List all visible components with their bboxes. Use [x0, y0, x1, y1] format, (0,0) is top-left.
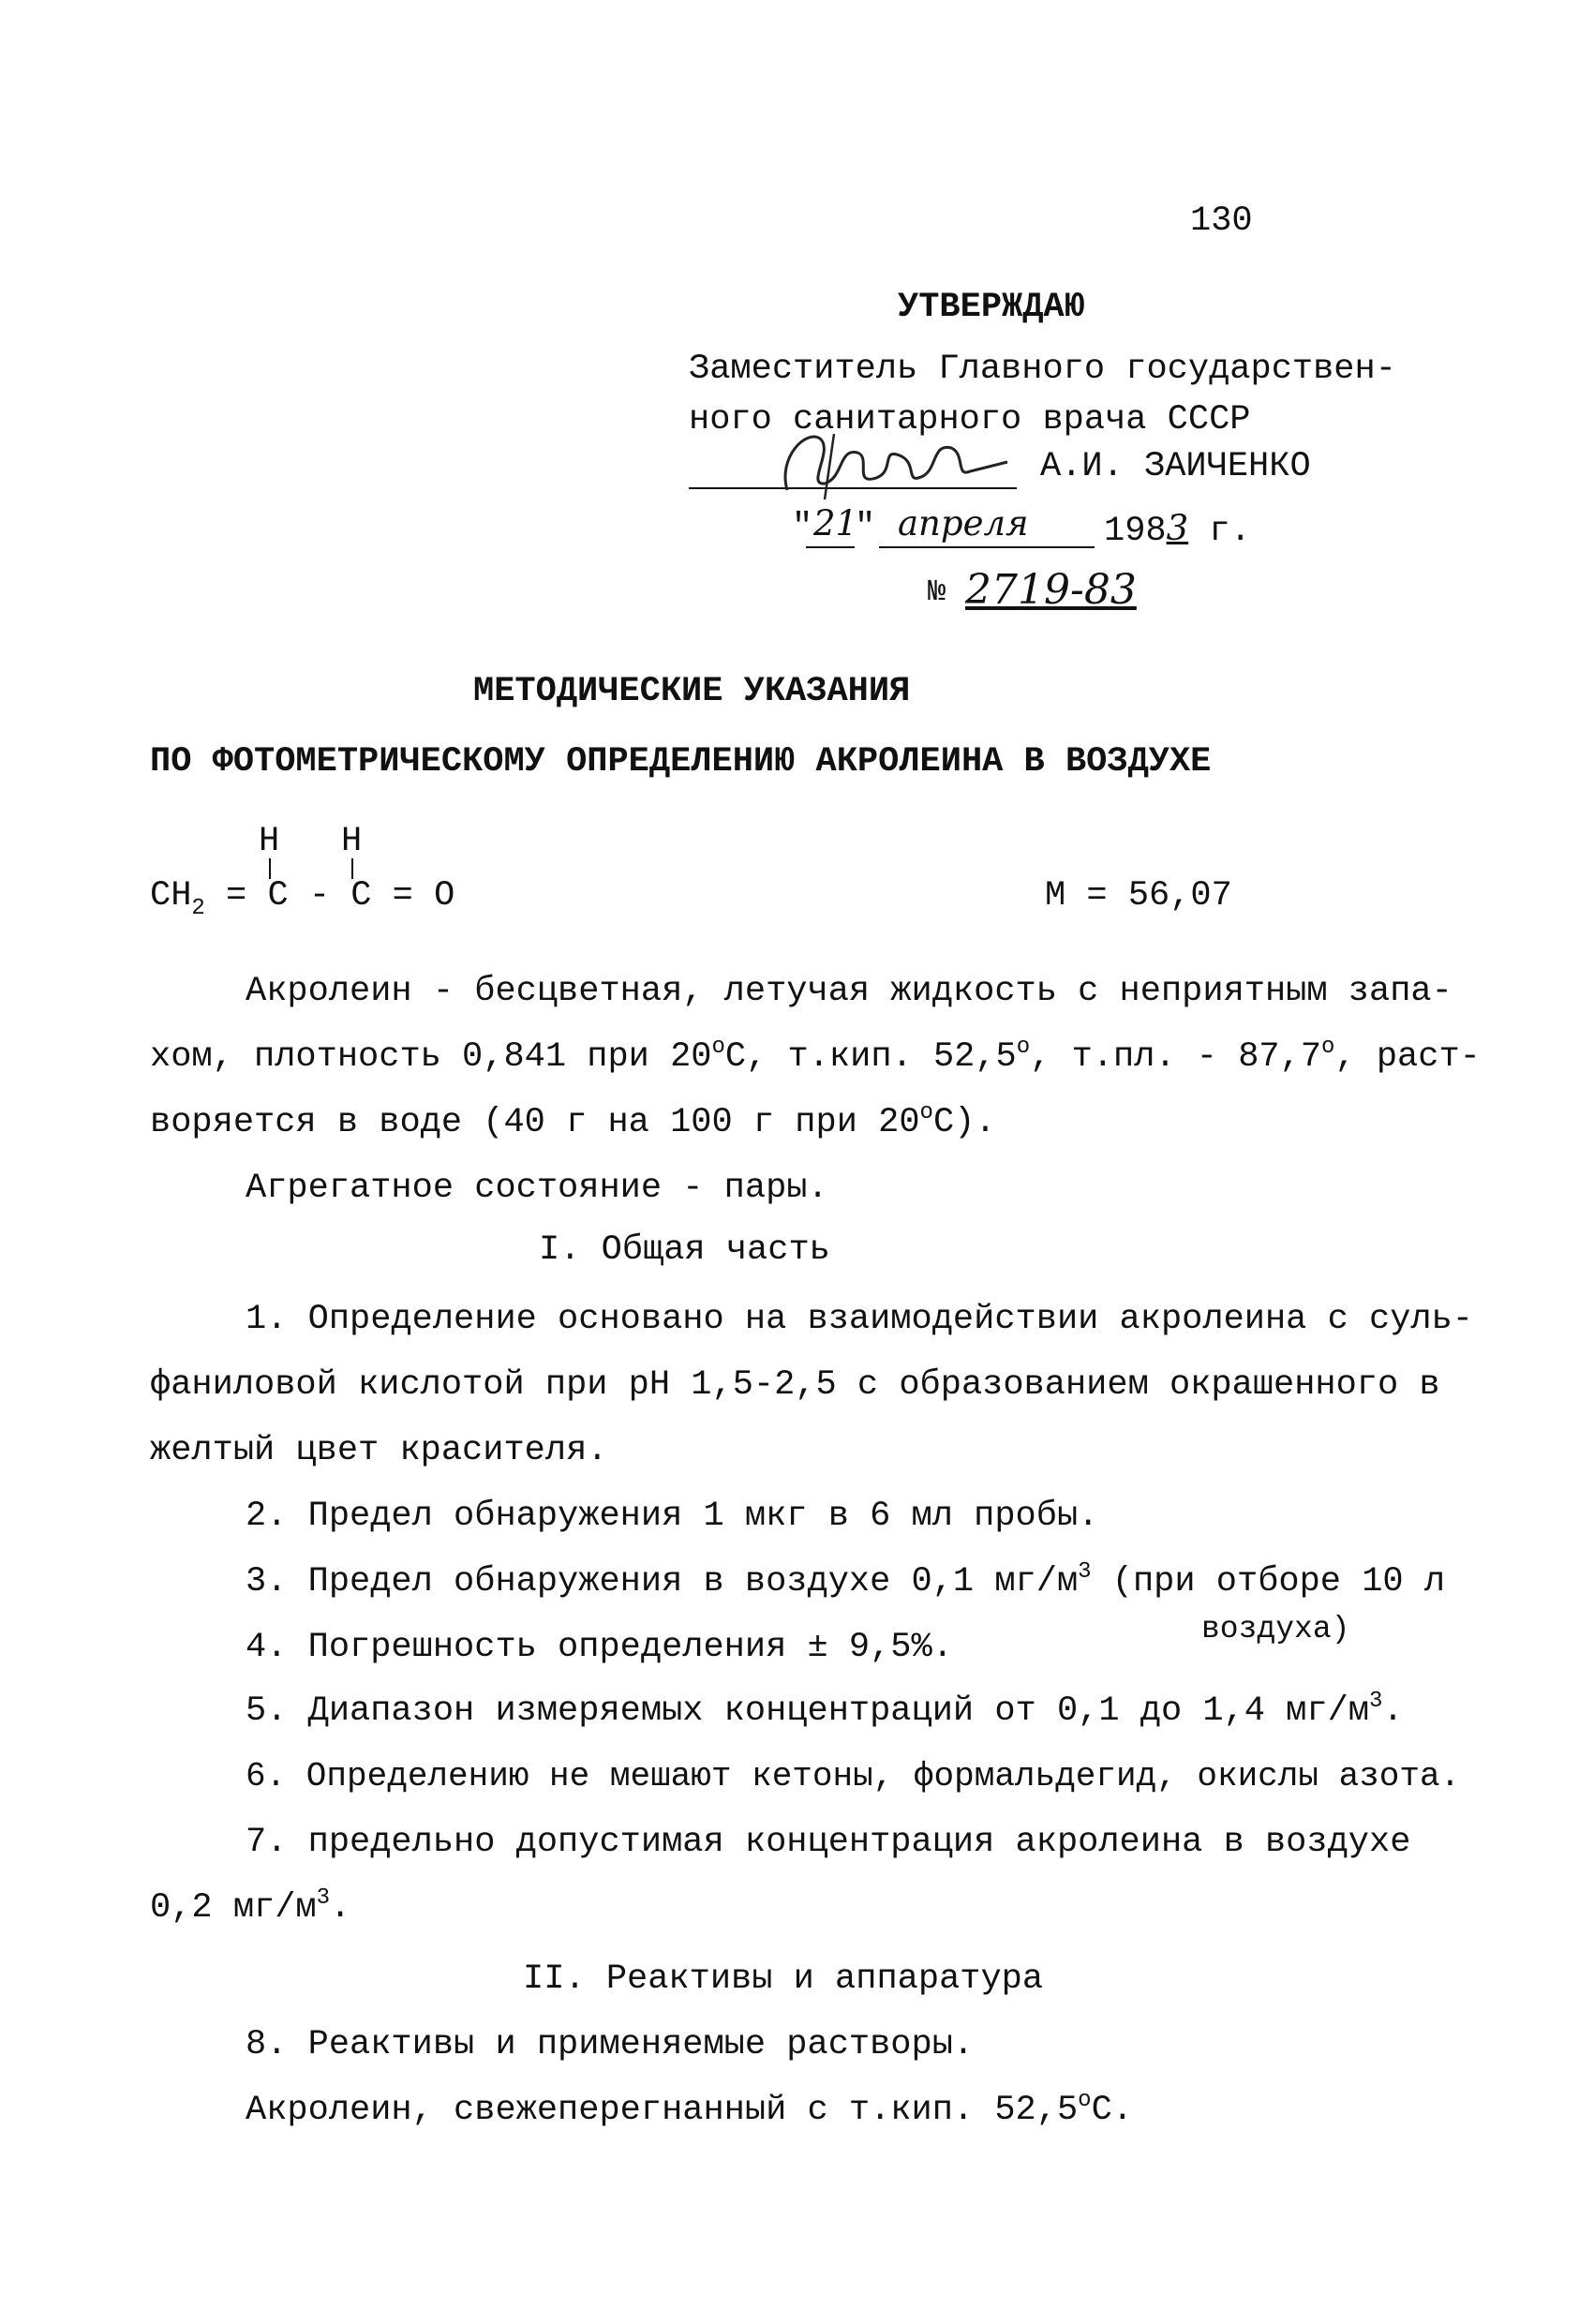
- section2-heading: II. Реактивы и аппаратура: [523, 1959, 1044, 1999]
- formula-h1: Н: [259, 822, 280, 861]
- approval-signer: А.И. ЗАИЧЕНКО: [1040, 447, 1311, 486]
- section1-p1-line1: 1. Определение основано на взаимодействии акролеина с суль-: [246, 1300, 1474, 1339]
- section1-heading: I. Общая часть: [539, 1230, 830, 1270]
- aggregate-state: Агрегатное состояние - пары.: [246, 1169, 828, 1208]
- intro-line3: воряется в воде (40 г на 100 г при $20^оС$).: [150, 1100, 996, 1142]
- approval-date-month-underline: [879, 546, 1095, 548]
- section1-p2: 2. Предел обнаружения 1 мкг в 6 мл пробы.: [246, 1497, 1099, 1536]
- section1-p4: 4. Погрешность определения ± 9,5%.: [246, 1628, 953, 1667]
- approval-date-month: апреля: [898, 503, 1029, 544]
- handwritten-signature: [768, 420, 1012, 504]
- approval-position-line1: Заместитель Главного государствен-: [689, 350, 1396, 389]
- approval-number-value: 2719-83: [965, 566, 1137, 614]
- approval-date-year-digit: 3: [1166, 508, 1189, 548]
- section2-p8: 8. Реактивы и применяемые растворы.: [246, 2025, 975, 2064]
- section1-p3-continuation: воздуха): [1201, 1612, 1350, 1646]
- approval-title: УТВЕРЖДАЮ: [898, 288, 1085, 327]
- formula-main: $CH_2 = C - C = O$: [150, 876, 455, 921]
- formula-h2: Н: [341, 822, 363, 861]
- approval-number-sign: №: [928, 574, 946, 609]
- section2-p9: Акролеин, свежеперегнанный с т.кип. $52,5^оС$.: [246, 2088, 1133, 2130]
- section1-p6: 6. Определению не мешают кетоны, формальдегид, окислы азота.: [246, 1757, 1461, 1795]
- section1-p3: 3. Предел обнаружения в воздухе 0,1 $мг/м^3$ (при отборе 10 л: [246, 1559, 1446, 1601]
- section1-p7-line1: 7. предельно допустимая концентрация акролеина в воздухе: [246, 1823, 1411, 1862]
- section1-p5: 5. Диапазон измеряемых концентраций от 0,1 до 1,4 $мг/м^3$.: [246, 1689, 1404, 1731]
- page-number: 130: [1190, 201, 1253, 241]
- doc-title-line2: ПО ФОТОМЕТРИЧЕСКОМУ ОПРЕДЕЛЕНИЮ АКРОЛЕИНА В ВОЗДУХЕ: [150, 742, 1212, 782]
- doc-title-line1: МЕТОДИЧЕСКИЕ УКАЗАНИЯ: [473, 672, 911, 711]
- approval-date-day: 21: [813, 503, 858, 544]
- approval-date-quote-open: ": [792, 508, 813, 547]
- molar-mass: М = 56,07: [1045, 876, 1232, 916]
- approval-position-line2: ного санитарного врача СССР: [689, 400, 1251, 439]
- approval-date-day-underline: [806, 546, 855, 548]
- approval-date-year: 1983 г.: [1104, 508, 1251, 551]
- intro-line1: Акролеин - бесцветная, летучая жидкость с неприятным запа-: [246, 972, 1452, 1011]
- section1-p1-line2: фаниловой кислотой при рН 1,5-2,5 с образованием окрашенного в: [150, 1365, 1440, 1405]
- section1-p7-line2: 0,2 $мг/м^3$.: [150, 1885, 351, 1928]
- section1-p1-line3: желтый цвет красителя.: [150, 1431, 608, 1470]
- approval-date-quote-close: ": [855, 508, 876, 547]
- intro-line2: хом, плотность 0,841 при $20^оС$, т.кип. $52,5^о$, т.пл. - $87,7^о$, раст-: [150, 1035, 1481, 1077]
